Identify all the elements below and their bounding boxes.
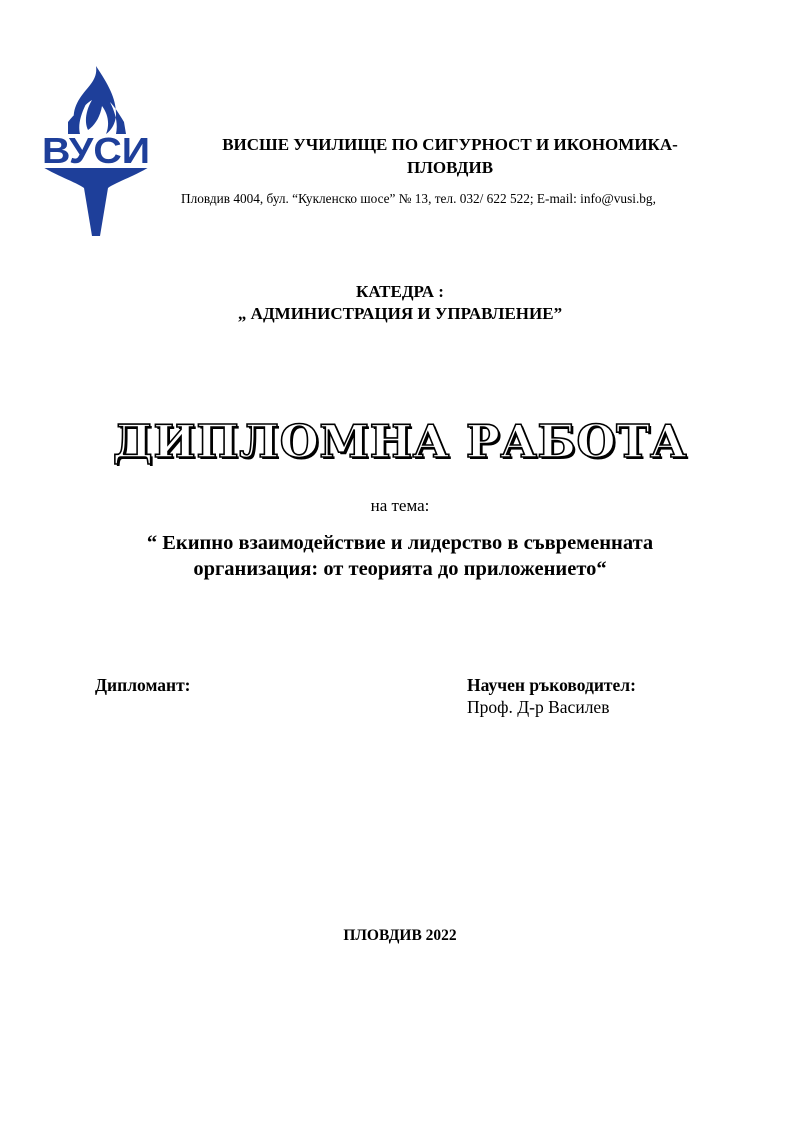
- department-label: КАТЕДРА :: [356, 282, 444, 301]
- thesis-title: ДИПЛОМНА РАБОТА: [112, 415, 688, 468]
- supervisor-label: Научен ръководител:: [467, 675, 636, 695]
- supervisor-block: [467, 674, 636, 718]
- vusi-logo: [38, 64, 154, 240]
- thesis-topic-line2: организация: от теорията до приложението“: [193, 558, 607, 580]
- institution-name: [170, 133, 730, 179]
- flame-icon: [68, 66, 126, 134]
- topic-label: на тема:: [370, 496, 430, 515]
- department-name: „ АДМИНИСТРАЦИЯ И УПРАВЛЕНИЕ”: [237, 304, 563, 323]
- student-label: Дипломант:: [95, 675, 191, 695]
- torch-base-icon: [38, 164, 154, 236]
- department-block: [0, 281, 800, 325]
- institution-address: Пловдив 4004, бул. “Кукленско шосе” № 13, тел. 032/ 622 522; E-mail: info@vusi.bg,: [181, 191, 656, 206]
- supervisor-name: Проф. Д-р Василев: [467, 697, 610, 717]
- institution-name-line2: ПЛОВДИВ: [406, 158, 494, 177]
- thesis-topic-line1: “ Екипно взаимодействие и лидерство в съвременната: [146, 532, 654, 554]
- institution-name-line1: ВИСШЕ УЧИЛИЩЕ ПО СИГУРНОСТ И ИКОНОМИКА-: [222, 135, 678, 154]
- thesis-topic: [100, 530, 700, 582]
- place-year: ПЛОВДИВ 2022: [343, 927, 457, 944]
- logo-text: ВУСИ: [42, 130, 150, 171]
